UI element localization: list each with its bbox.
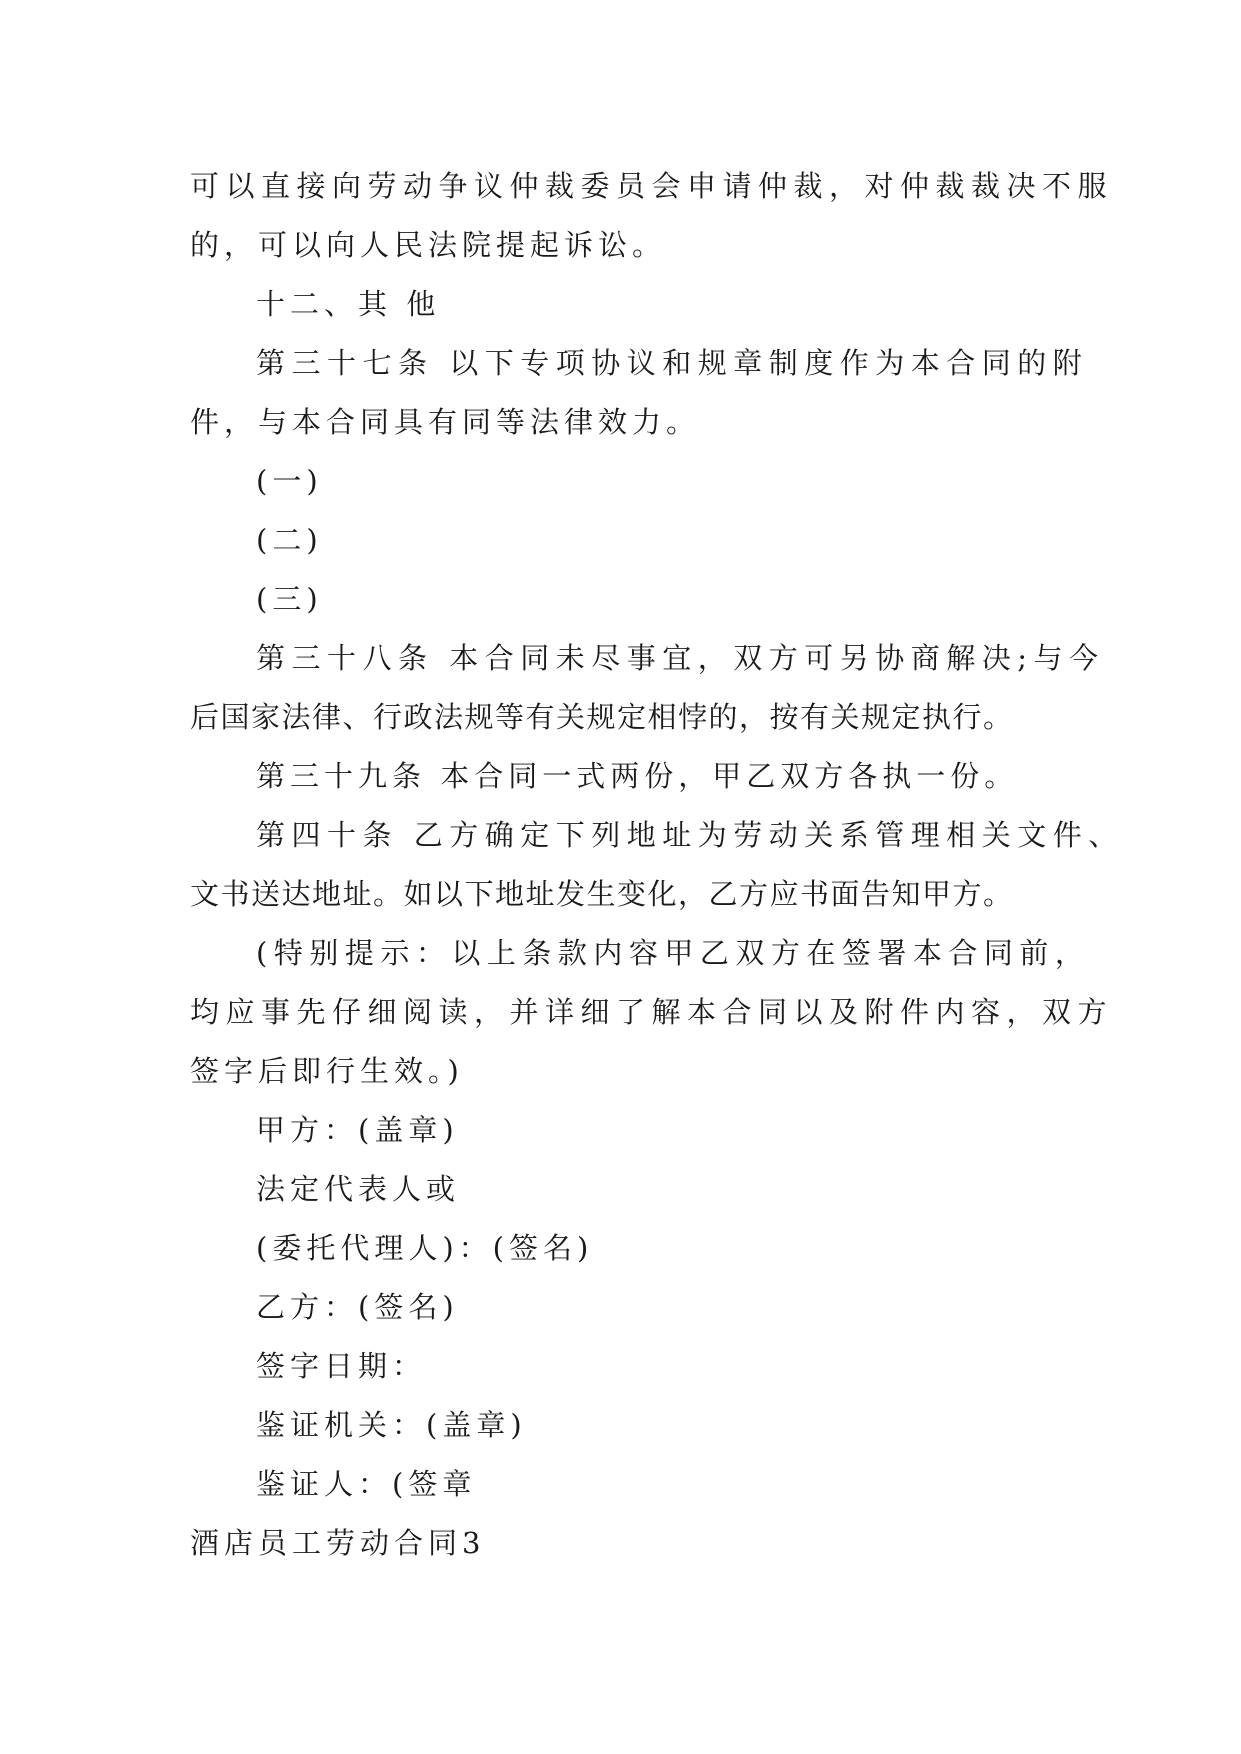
section-heading: 十二、其 他 — [256, 287, 441, 321]
signature-date: 签字日期： — [256, 1349, 427, 1383]
list-item: (一) — [256, 464, 323, 498]
article-40: 第四十条 乙方确定下列地址为劳动关系管理相关文件、 — [256, 818, 1124, 852]
signature-line-party-b: 乙方：(签名) — [256, 1290, 459, 1324]
authentication-authority: 鉴证机关：(盖章) — [256, 1408, 527, 1442]
signature-line-legal-rep: 法定代表人或 — [256, 1172, 461, 1206]
list-item: (三) — [256, 582, 323, 616]
signature-line-party-a: 甲方：(盖章) — [256, 1113, 459, 1147]
next-document-title: 酒店员工劳动合同3 — [190, 1526, 486, 1560]
paragraph-line: 的，可以向人民法院提起诉讼。 — [190, 228, 667, 262]
article-37: 第三十七条 以下专项协议和规章制度作为本合同的附 — [256, 346, 1089, 380]
paragraph-line: 可以直接向劳动争议仲裁委员会申请仲裁，对仲裁裁决不服 — [190, 169, 1114, 203]
paragraph-line: 件，与本合同具有同等法律效力。 — [190, 405, 701, 439]
paragraph-line: 后国家法律、行政法规等有关规定相悖的，按有关规定执行。 — [190, 700, 1014, 734]
paragraph-line: 签字后即行生效。) — [190, 1054, 464, 1088]
special-notice: (特别提示：以上条款内容甲乙双方在签署本合同前， — [256, 936, 1091, 970]
signature-line-agent: (委托代理人)：(签名) — [256, 1231, 594, 1265]
list-item: (二) — [256, 523, 323, 557]
paragraph-line: 文书送达地址。如以下地址发生变化，乙方应书面告知甲方。 — [190, 877, 1014, 911]
article-38: 第三十八条 本合同未尽事宜，双方可另协商解决;与今 — [256, 641, 1105, 675]
authenticator: 鉴证人：(签章 — [256, 1467, 477, 1501]
article-39: 第三十九条 本合同一式两份，甲乙双方各执一份。 — [256, 759, 1019, 793]
paragraph-line: 均应事先仔细阅读，并详细了解本合同以及附件内容，双方 — [190, 995, 1114, 1029]
